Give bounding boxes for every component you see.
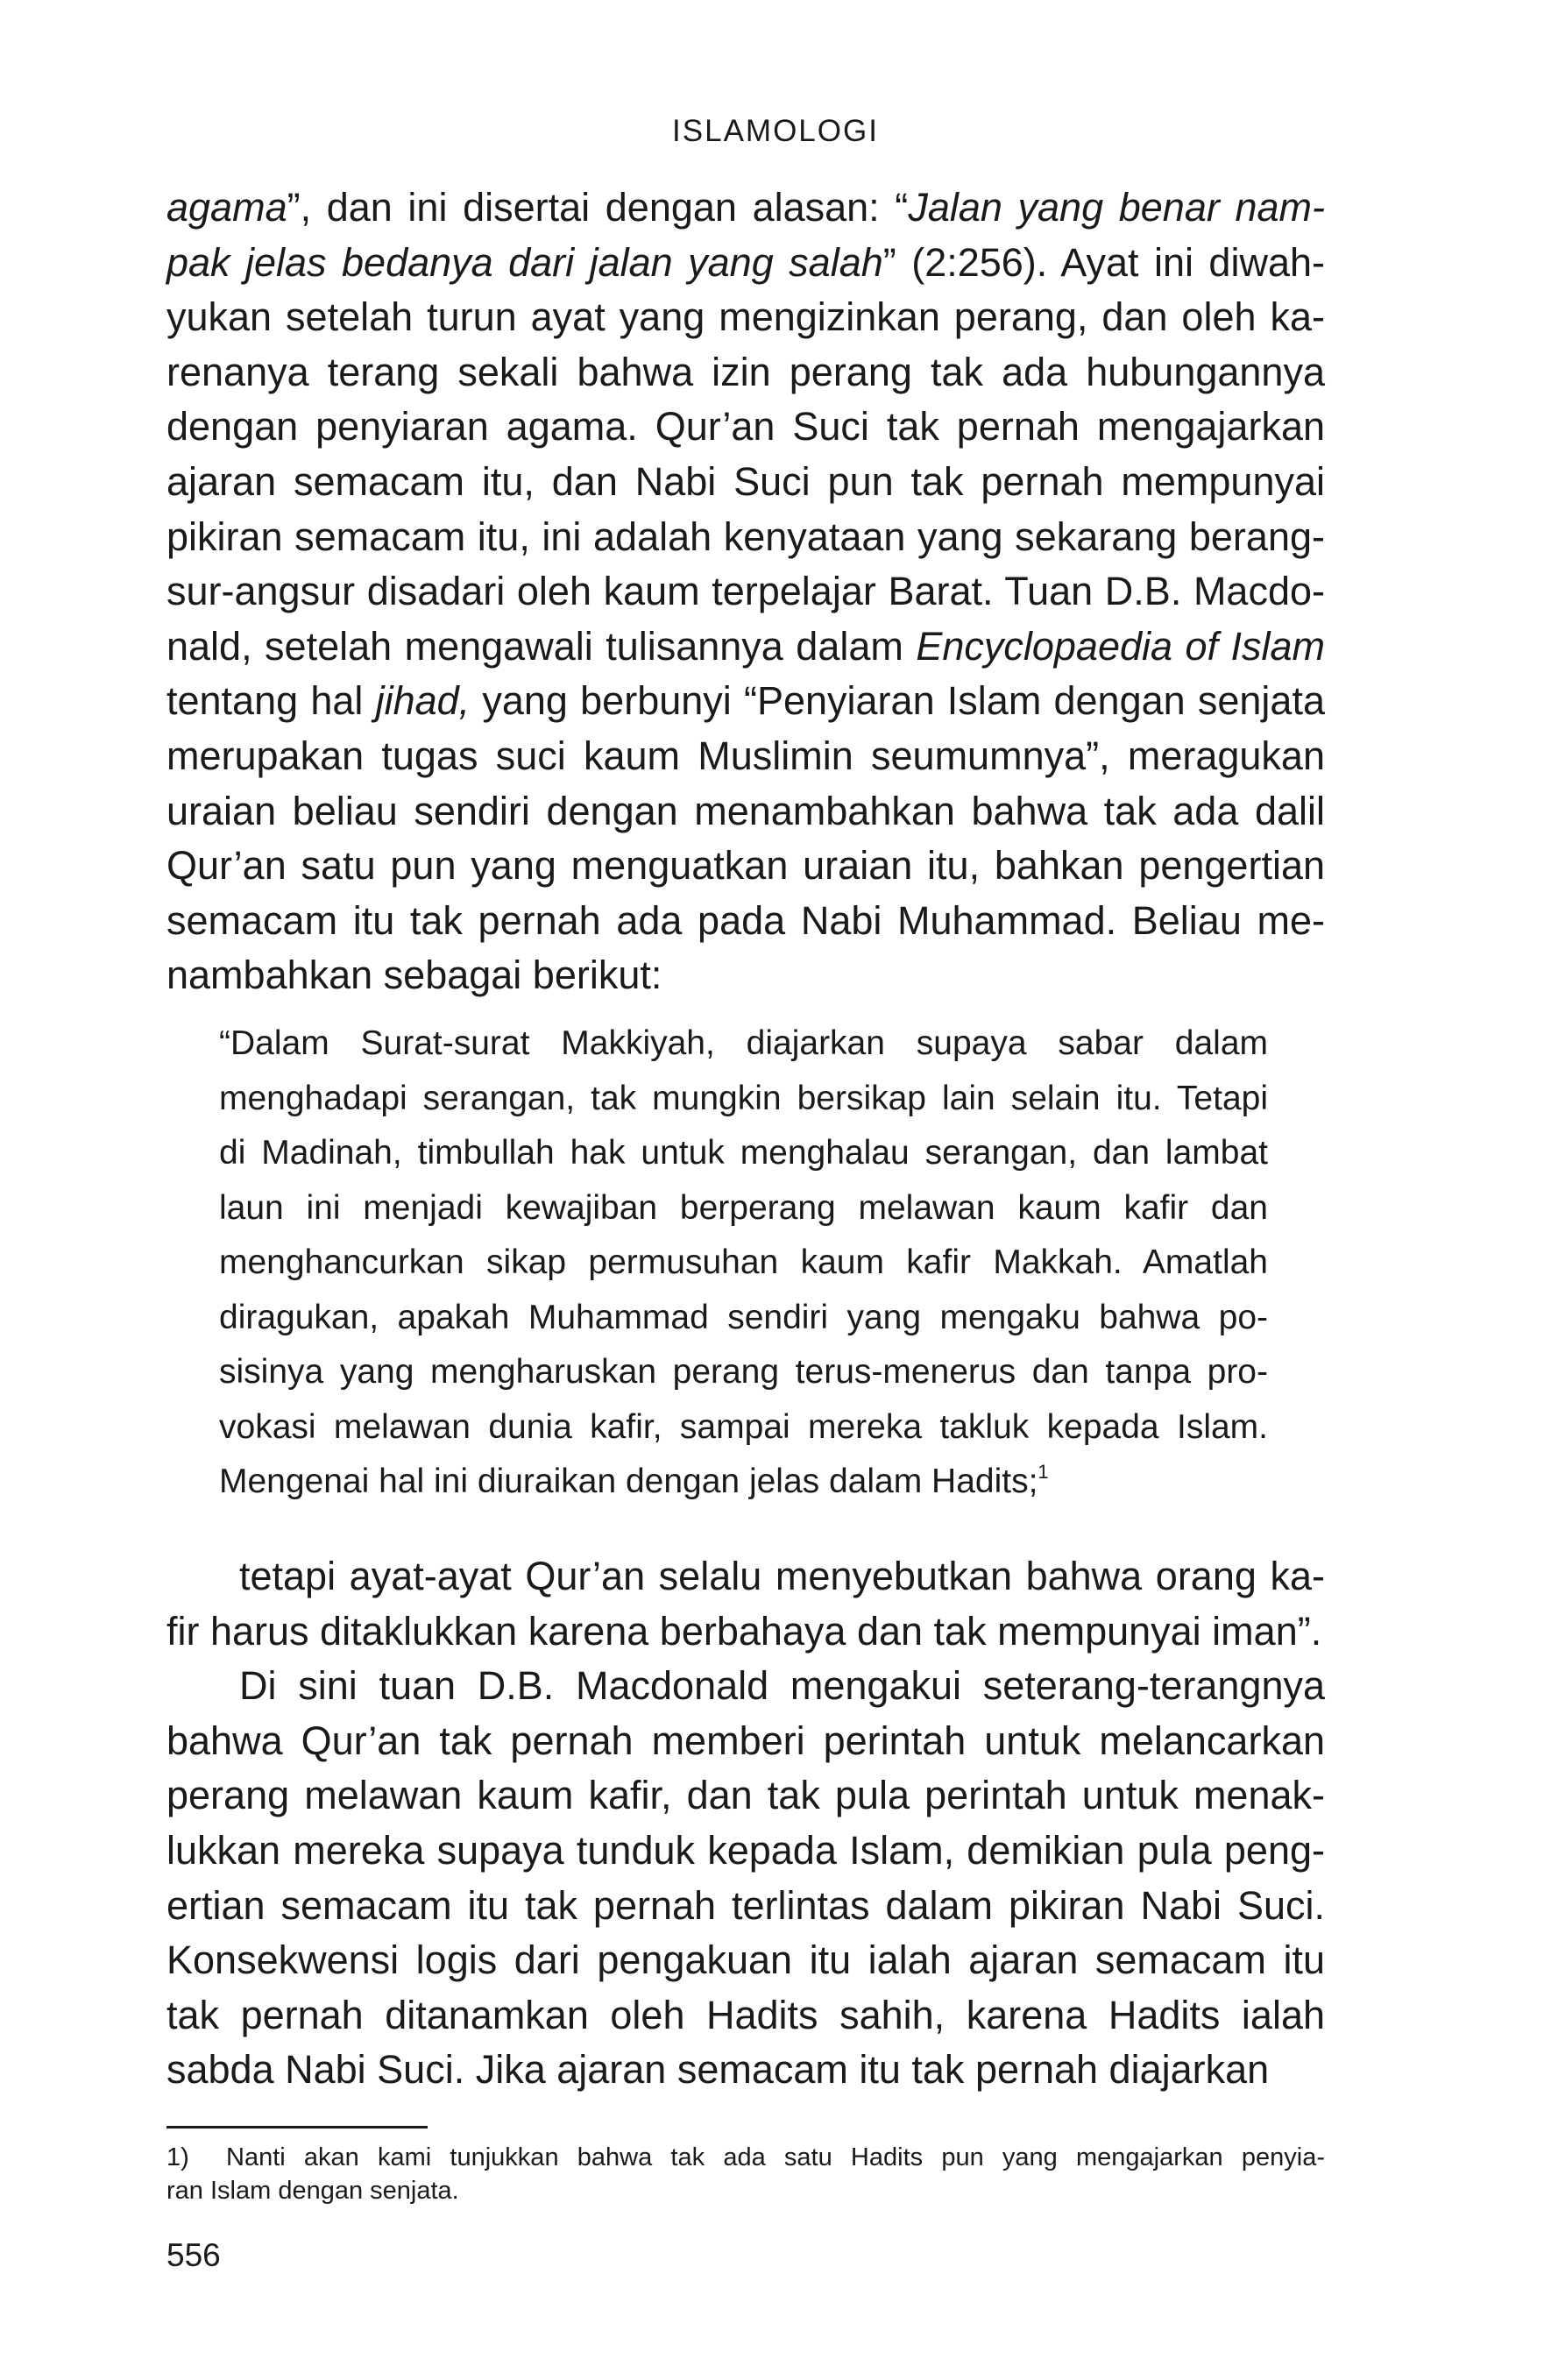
text-run: ”, dan ini disertai dengan alasan: “ <box>287 185 909 230</box>
text-line: Di sini tuan D.B. Macdonald mengakui seterang-terangnya <box>239 1663 1325 1709</box>
text-run: ” (2:256). Ayat ini diwah- <box>882 239 1325 285</box>
italic-run: pak jelas bedanya dari jalan yang salah <box>166 239 883 285</box>
text-line: uraian beliau sendiri dengan menambahkan bahwa tak ada dalil <box>166 788 1325 833</box>
running-header: ISLAMOLOGI <box>672 114 879 148</box>
page-number: 556 <box>166 2237 221 2273</box>
text-line <box>166 181 1325 236</box>
text-line: bahwa Qur’an tak pernah memberi perintah untuk melancarkan <box>166 1718 1325 1763</box>
italic-run: Encyclopaedia of Islam <box>916 623 1325 669</box>
text-line <box>219 1455 1268 1510</box>
text-line: renanya terang sekali bahwa izin perang tak ada hubungannya <box>166 349 1325 394</box>
text-line: diragukan, apakah Muhammad sendiri yang mengaku bahwa po- <box>219 1298 1268 1336</box>
text-line: menghadapi serangan, tak mungkin bersikap lain selain itu. Tetapi <box>219 1079 1268 1117</box>
text-line: tetapi ayat-ayat Qur’an selalu menyebutkan bahwa orang ka- <box>239 1554 1325 1598</box>
text-line: Qur’an satu pun yang menguatkan uraian itu, bahkan pengertian <box>166 843 1325 889</box>
text-line: nambahkan sebagai berikut: <box>166 953 662 998</box>
text-line: tak pernah ditanamkan oleh Hadits sahih, karena Hadits ialah <box>166 1992 1325 2037</box>
text-line: perang melawan kaum kafir, dan tak pula perintah untuk menak- <box>166 1773 1325 1818</box>
text-line: ertian semacam itu tak pernah terlintas dalam pikiran Nabi Suci. <box>166 1882 1325 1928</box>
text-line: sur-angsur disadari oleh kaum terpelajar Barat. Tuan D.B. Macdo- <box>166 569 1325 614</box>
text-line: pikiran semacam itu, ini adalah kenyataan yang sekarang berang- <box>166 514 1325 559</box>
footnote-number: 1) <box>166 2143 189 2171</box>
text-line: fir harus ditaklukkan karena berbahaya dan tak mempunyai iman”. <box>166 1608 1322 1654</box>
body-paragraph-2 <box>166 1549 1325 2098</box>
text-run: nald, setelah mengawali tulisannya dalam <box>166 623 917 669</box>
text-line: vokasi melawan dunia kafir, sampai mereka takluk kepada Islam. <box>219 1407 1268 1446</box>
text-line: menghancurkan sikap permusuhan kaum kafir Makkah. Amatlah <box>219 1243 1268 1281</box>
text-run: Mengenai hal ini diuraikan dengan jelas dalam Hadits; <box>219 1463 1038 1500</box>
text-run: yang berbunyi “Penyiaran Islam dengan senjata <box>470 678 1325 724</box>
footnote-text: Nanti akan kami tunjukkan bahwa tak ada satu Hadits pun yang mengajarkan penyia- <box>226 2143 1325 2171</box>
footnote-rule <box>166 2126 428 2129</box>
text-line: semacam itu tak pernah ada pada Nabi Muhammad. Beliau me- <box>166 897 1325 943</box>
text-line: “Dalam Surat-surat Makkiyah, diajarkan supaya sabar dalam <box>219 1024 1268 1062</box>
text-line <box>166 236 1325 291</box>
text-line: merupakan tugas suci kaum Muslimin seumumnya”, meragukan <box>166 733 1325 778</box>
text-line <box>166 620 1325 675</box>
body-paragraph-1 <box>166 181 1325 1003</box>
text-line <box>166 674 1325 729</box>
footnote <box>166 2141 1325 2207</box>
text-line: sisinya yang mengharuskan perang terus-menerus dan tanpa pro- <box>219 1353 1268 1391</box>
text-line: ajaran semacam itu, dan Nabi Suci pun tak pernah mempunyai <box>166 458 1325 504</box>
text-line: Konsekwensi logis dari pengakuan itu ialah ajaran semacam itu <box>166 1937 1325 1983</box>
italic-run: jihad, <box>375 678 471 724</box>
text-line: yukan setelah turun ayat yang mengizinkan perang, dan oleh ka- <box>166 294 1325 340</box>
block-quote <box>219 1016 1268 1510</box>
text-line: lukkan mereka supaya tunduk kepada Islam, demikian pula peng- <box>166 1827 1325 1873</box>
text-run: tentang hal <box>166 678 376 724</box>
text-line: di Madinah, timbullah hak untuk menghalau serangan, dan lambat <box>219 1134 1268 1172</box>
text-line: dengan penyiaran agama. Qur’an Suci tak pernah mengajarkan <box>166 404 1325 450</box>
footnote-line <box>166 2141 1325 2174</box>
footnote-ref: 1 <box>1038 1461 1049 1483</box>
italic-run: agama <box>166 185 287 230</box>
text-line: laun ini menjadi kewajiban berperang melawan kaum kafir dan <box>219 1188 1268 1227</box>
italic-run: Jalan yang benar nam- <box>908 185 1325 230</box>
text-line: sabda Nabi Suci. Jika ajaran semacam itu tak pernah diajarkan <box>166 2047 1270 2093</box>
footnote-line: ran Islam dengan senjata. <box>166 2177 459 2205</box>
